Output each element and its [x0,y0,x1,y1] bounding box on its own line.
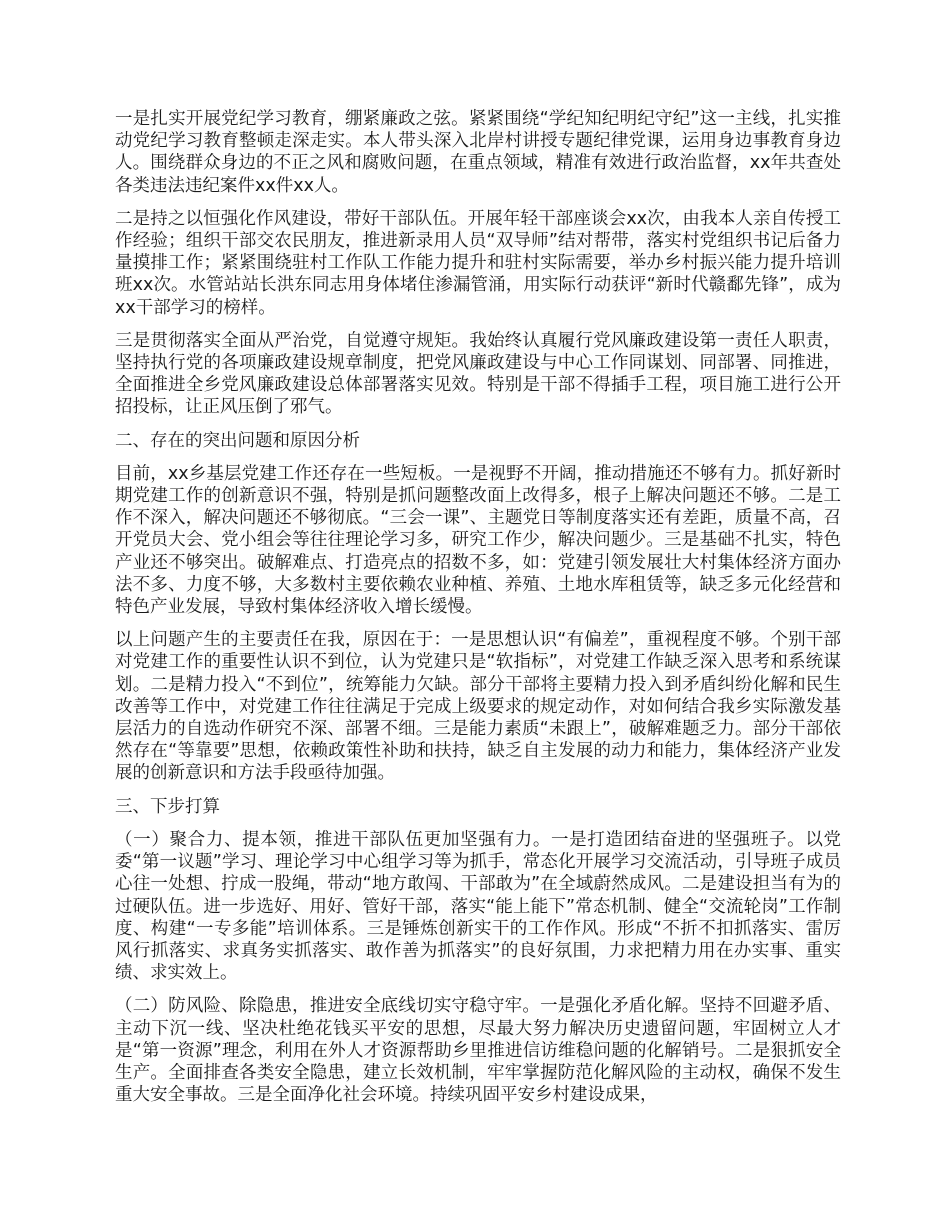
paragraph-causes: 以上问题产生的主要责任在我，原因在于：一是思想认识“有偏差”，重视程度不够。个别干部对党建工作的重要性认识不到位，认为党建只是“软指标”，对党建工作缺乏深入思考和系统谋划。二是精力投入“不到位”，统筹能力欠缺。部分干部将主要精力投入到矛盾纠纷化解和民生改善等工作中，对党建工作往往满足于完成上级要求的规定动作，对如何结合我乡实际激发基层活力的自选动作研究不深、部署不细。三是能力素质“未跟上”，破解难题乏力。部分干部依然存在“等靠要”思想，依赖政策性补助和扶持，缺乏自主发展的动力和能力，集体经济产业发展的创新意识和方法手段亟待加强。 [115,630,841,784]
section-heading-problems: 二、存在的突出问题和原因分析 [115,430,360,451]
paragraph-shortcomings: 目前，xx乡基层党建工作还存在一些短板。一是视野不开阔，推动措施还不够有力。抓好新时期党建工作的创新意识不强，特别是抓问题整改面上改得多，根子上解决问题还不够。二是工作不深入，解决问题还不够彻底。“三会一课”、主题党日等制度落实还有差距，质量不高，召开党员大会、党小组会等往往理论学习多，研究工作少，解决问题少。三是基础不扎实，特色产业还不够突出。破解难点、打造亮点的招数不多，如：党建引领发展壮大村集体经济方面办法不多、力度不够，大多数村主要依赖农业种植、养殖、土地水库租赁等，缺乏多元化经营和特色产业发展，导致村集体经济收入增长缓慢。 [115,463,841,618]
paragraph-work-style: 二是持之以恒强化作风建设，带好干部队伍。开展年轻干部座谈会xx次，由我本人亲自传授工作经验；组织干部交农民朋友，推进新录用人员“双导师”结对帮带，落实村党组织书记后备力量摸排工作；紧紧围绕驻村工作队工作能力提升和驻村实际需要，举办乡村振兴能力提升培训班xx次。水管站站长洪东同志用身体堵住渗漏管涌，用实际行动获评“新时代赣鄱先锋”，成为xx干部学习的榜样。 [115,208,841,318]
paragraph-risk-prevention: （二）防风险、除隐患，推进安全底线切实守稳守牢。一是强化矛盾化解。坚持不回避矛盾、主动下沉一线、坚决杜绝花钱买平安的思想，尽最大努力解决历史遗留问题，牢固树立人才是“第一资源”理念，利用在外人才资源帮助乡里推进信访维稳问题的化解销号。二是狠抓安全生产。全面排查各类安全隐患，建立长效机制，牢牢掌握防范化解风险的主动权，确保不发生重大安全事故。三是全面净化社会环境。持续巩固平安乡村建设成果， [115,996,841,1106]
paragraph-team-building: （一）聚合力、提本领，推进干部队伍更加坚强有力。一是打造团结奋进的坚强班子。以党委“第一议题”学习、理论学习中心组学习等为抓手，常态化开展学习交流活动，引导班子成员心往一处想、拧成一股绳，带动“地方敢闯、干部敢为”在全域蔚然成风。二是建设担当有为的过硬队伍。进一步选好、用好、管好干部，落实“能上能下”常态机制、健全“交流轮岗”工作制度、构建“一专多能”培训体系。三是锤炼创新实干的工作作风。形成“不折不扣抓落实、雷厉风行抓落实、求真务实抓落实、敢作善为抓落实”的良好氛围，力求把精力用在办实事、重实绩、求实效上。 [115,829,841,984]
document-body [115,108,841,1117]
paragraph-party-discipline: 一是扎实开展党纪学习教育，绷紧廉政之弦。紧紧围绕“学纪知纪明纪守纪”这一主线，扎实推动党纪学习教育整顿走深走实。本人带头深入北岸村讲授专题纪律党课，运用身边事教育身边人。围绕群众身边的不正之风和腐败问题，在重点领域，精准有效进行政治监督，xx年共查处各类违法违纪案件xx件xx人。 [115,109,841,196]
section-heading-next-steps: 三、下步打算 [115,796,220,817]
paragraph-strict-governance: 三是贯彻落实全面从严治党，自觉遵守规矩。我始终认真履行党风廉政建设第一责任人职责，坚持执行党的各项廉政建设规章制度，把党风廉政建设与中心工作同谋划、同部署、同推进，全面推进全乡党风廉政建设总体部署落实见效。特别是干部不得插手工程，项目施工进行公开招投标，让正风压倒了邪气。 [115,330,841,418]
